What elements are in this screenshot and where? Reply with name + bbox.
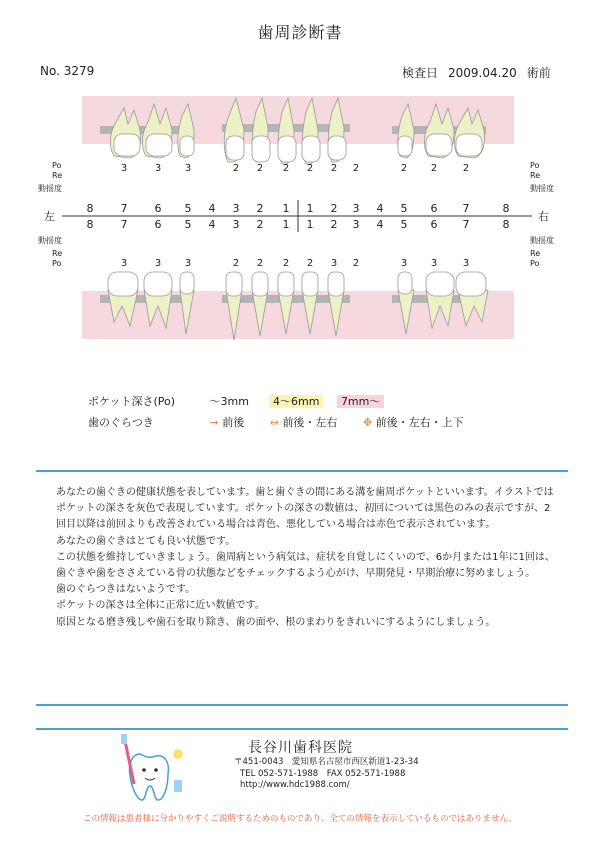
pocket-depth-value: 3 <box>154 163 162 174</box>
pocket-depth-value: 2 <box>282 163 290 174</box>
pocket-depth-value: 2 <box>462 163 470 174</box>
page-title: 歯周診断書 <box>257 23 343 42</box>
tooth-number: 8 <box>502 202 510 215</box>
pocket-depth-value: 2 <box>352 258 360 269</box>
tooth-number: 8 <box>502 218 510 231</box>
mobility-level-2: 前後・左右 <box>282 416 338 429</box>
exam-date: 2009.04.20 <box>448 66 517 80</box>
message-paragraph: 歯のぐらつきはないようです。 <box>56 584 196 596</box>
clinic-website-link[interactable]: http://www.hdc1988.com/ <box>240 780 350 790</box>
diagnosis-message <box>56 485 556 631</box>
pocket-depth-value: 2 <box>330 163 338 174</box>
pocket-depth-value: 2 <box>430 163 438 174</box>
dental-chart <box>0 0 600 360</box>
pocket-depth-value: 2 <box>306 163 314 174</box>
tooth-number: 5 <box>400 202 408 215</box>
message-paragraph: 原因となる磨き残しや歯石を取り除き、歯の面や、根のまわりをきれいにするようにしましょう。 <box>56 616 496 628</box>
pocket-depth-value: 2 <box>232 163 240 174</box>
row-label-re: Re <box>530 249 541 258</box>
tooth-number: 3 <box>232 202 240 215</box>
pocket-level-severe: 7mm～ <box>337 395 384 408</box>
row-label-po: Po <box>530 259 540 268</box>
tooth-number: 5 <box>400 218 408 231</box>
row-label-mobility: 動揺度 <box>38 236 62 245</box>
clinic-name: 長谷川歯科医院 <box>248 740 353 756</box>
pocket-depth-value: 2 <box>352 163 360 174</box>
pocket-depth-value: 2 <box>256 258 264 269</box>
mobility-level-1: 前後 <box>222 416 245 429</box>
document-number: No. 3279 <box>40 64 95 78</box>
pocket-depth-value: 3 <box>120 258 128 269</box>
tooth-number: 6 <box>154 202 162 215</box>
arrow-horizontal-icon: ↔ <box>269 416 279 429</box>
pocket-depth-value: 2 <box>306 258 314 269</box>
tooth-number: 5 <box>184 218 192 231</box>
pocket-depth-value: 2 <box>256 163 264 174</box>
tooth-number: 4 <box>376 202 384 215</box>
pocket-depth-value: 3 <box>430 258 438 269</box>
tooth-number: 4 <box>376 218 384 231</box>
legend-pocket <box>88 393 384 409</box>
row-label-po: Po <box>52 161 62 170</box>
lower-po-row <box>0 258 600 270</box>
tooth-number: 3 <box>352 202 360 215</box>
pocket-depth-value: 3 <box>400 258 408 269</box>
pocket-depth-value: 3 <box>184 163 192 174</box>
tooth-number: 2 <box>330 218 338 231</box>
tooth-number: 3 <box>232 218 240 231</box>
tooth-number: 1 <box>282 202 290 215</box>
exam-date-label: 検査日 <box>402 66 439 80</box>
tooth-number: 2 <box>330 202 338 215</box>
pocket-level-moderate: 4～6mm <box>269 395 323 408</box>
pocket-depth-value: 2 <box>282 258 290 269</box>
clinic-phone-fax: TEL 052-571-1988 FAX 052-571-1988 <box>240 768 406 779</box>
tooth-number: 5 <box>184 202 192 215</box>
tooth-number: 1 <box>306 202 314 215</box>
row-label-mobility: 動揺度 <box>530 184 554 193</box>
row-label-po: Po <box>530 161 540 170</box>
row-label-re: Re <box>52 249 63 258</box>
tooth-number: 8 <box>86 218 94 231</box>
legend-mobility <box>88 414 464 430</box>
mobility-label: 歯のぐらつき <box>88 416 154 429</box>
disclaimer-notice: この情報は患者様に分かりやすくご説明するためのものであり、全ての情報を表示しているものではありません。 <box>82 814 517 824</box>
tooth-number: 2 <box>256 218 264 231</box>
exam-timing: 術前 <box>526 66 551 80</box>
pocket-depth-value: 3 <box>184 258 192 269</box>
tooth-number: 7 <box>120 218 128 231</box>
tooth-number: 7 <box>462 202 470 215</box>
tooth-number: 6 <box>430 202 438 215</box>
row-label-mobility: 動揺度 <box>530 236 554 245</box>
right-side-label: 右 <box>538 210 549 223</box>
arrow-right-icon: ➞ <box>209 416 219 429</box>
pocket-depth-label: ポケット深さ(Po) <box>88 395 176 408</box>
row-label-po: Po <box>52 259 62 268</box>
tooth-number: 2 <box>256 202 264 215</box>
clinic-contact <box>234 757 419 792</box>
row-label-re: Re <box>530 171 541 180</box>
pocket-depth-value: 3 <box>462 258 470 269</box>
tooth-number: 4 <box>208 218 216 231</box>
tooth-number: 6 <box>154 218 162 231</box>
arrow-cross-icon: ✥ <box>362 416 373 429</box>
tooth-number: 7 <box>462 218 470 231</box>
row-label-mobility: 動揺度 <box>38 184 62 193</box>
tooth-numbers-lower <box>0 218 600 232</box>
message-paragraph: あなたの歯ぐきの健康状態を表しています。歯と歯ぐきの間にある溝を歯周ポケットといいます。イラストではポケットの深さを灰色で表現しています。ポケットの深さの数値は、初回については黒色のみの表示ですが、2回目以降は前回よりも改善されている場合は青色、悪化している場合は赤色で表示されています。 <box>56 487 554 531</box>
footer-divider <box>36 728 568 730</box>
tooth-number: 8 <box>86 202 94 215</box>
message-paragraph: ポケットの深さは全体に正常に近い数値です。 <box>56 600 265 612</box>
pocket-depth-value: 3 <box>120 163 128 174</box>
tooth-number: 6 <box>430 218 438 231</box>
tooth-number: 3 <box>352 218 360 231</box>
tooth-number: 7 <box>120 202 128 215</box>
pocket-depth-value: 3 <box>154 258 162 269</box>
mobility-level-3: 前後・左右・上下 <box>375 416 464 429</box>
upper-po-row <box>0 163 600 175</box>
tooth-number: 1 <box>306 218 314 231</box>
left-side-label: 左 <box>44 210 55 223</box>
tooth-number: 4 <box>208 202 216 215</box>
pocket-depth-value: 3 <box>330 258 338 269</box>
tooth-number: 1 <box>282 218 290 231</box>
pocket-depth-value: 2 <box>400 163 408 174</box>
tooth-mascot-icon <box>118 734 198 804</box>
message-paragraph: あなたの歯ぐきはとても良い状態です。 <box>56 535 236 547</box>
clinic-address: 〒451-0043 愛知県名古屋市西区新道1-23-34 <box>234 757 419 767</box>
pocket-depth-value: 2 <box>232 258 240 269</box>
row-label-re: Re <box>52 171 63 180</box>
tooth-numbers-upper <box>0 202 600 216</box>
message-paragraph: この状態を維持していきましょう。歯周病という病気は、症状を自覚しにくいので、6か月または1年に1回は、歯ぐきや歯をささえている骨の状態などをチェックするよう心がけ、早期発見・早期治療に努めましょう。 <box>56 551 555 580</box>
pocket-level-normal: ～3mm <box>209 395 249 408</box>
